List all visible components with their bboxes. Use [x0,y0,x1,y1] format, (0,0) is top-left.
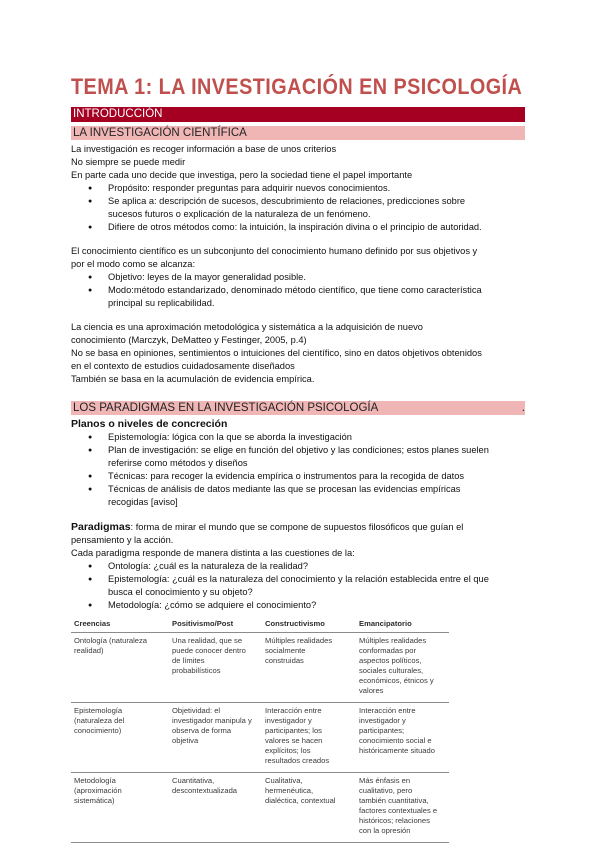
bullet-list [71,182,531,234]
text-line: En parte cada uno decide que investiga, pero la sociedad tiene el papel importante [71,170,413,180]
table-cell: Ontología (naturaleza realidad) [71,633,169,703]
page-title: TEMA 1: LA INVESTIGACIÓN EN PSICOLOGÍA [71,74,523,99]
text-line: También se basa en la acumulación de evidencia empírica. [71,374,315,384]
section-bar-investigacion-cientifica: LA INVESTIGACIÓN CIENTÍFICA [71,126,525,140]
list-item: ● Difiere de otros métodos como: la intuición, la inspiración divina o el principio de autoridad. [71,221,531,234]
table-header-row [71,617,449,633]
list-item: ● Metodología: ¿cómo se adquiere el conocimiento? [71,599,531,612]
table-cell: Objetividad: el investigador manipula y observa de forma objetiva [169,703,262,773]
list-item: ● Técnicas de análisis de datos mediante las que se procesan las evidencias empíricas recogidas [aviso] [71,483,531,509]
term-paradigmas: Paradigmas [71,521,131,533]
bullet-list [71,560,531,612]
table-row [71,773,449,843]
table-cell: Múltiples realidades socialmente construidas [262,633,356,703]
text-line: No se basa en opiniones, sentimientos o intuiciones del científico, sino en datos objetivos obtenidos [71,348,482,358]
list-item: ● Plan de investigación: se elige en función del objetivo y las condiciones; estos planes suelen referirse como métodos y diseños [71,444,531,470]
paradigms-table [71,617,449,843]
section-dot: . [521,402,525,414]
text-line: Cada paradigma responde de manera distinta a las cuestiones de la: [71,548,355,558]
table-cell: Una realidad, que se puede conocer dentro de límites probabilísticos [169,633,262,703]
text-line: pensamiento y la acción. [71,535,174,545]
paragraph-ciencia [71,321,531,386]
list-item: ● Epistemología: ¿cuál es la naturaleza del conocimiento y la relación establecida entre el que busca el conocimiento y su objeto? [71,573,531,599]
table-row [71,633,449,703]
table-cell: Metodología (aproximación sistemática) [71,773,169,843]
table-header: Emancipatorio [356,617,449,633]
table-cell: Cualitativa, hermenéutica, dialéctica, contextual [262,773,356,843]
table-cell: Interacción entre investigador y participantes; conocimiento social e históricamente situado [356,703,449,773]
table-header: Constructivismo [262,617,356,633]
list-item: ● Técnicas: para recoger la evidencia empírica o instrumentos para la recogida de datos [71,470,531,483]
section-bar-paradigmas [71,401,525,415]
definition: : forma de mirar el mundo que se compone de supuestos filosóficos que guían el [130,522,464,532]
paragraph-paradigmas [71,521,531,612]
table-cell: Más énfasis en cualitativo, pero también cuantitativa, factores contextuales e históricos; relaciones con la opresión [356,773,449,843]
list-item: ● Ontología: ¿cuál es la naturaleza de la realidad? [71,560,531,573]
table-header: Positivismo/Post [169,617,262,633]
paragraph-planos [71,418,531,509]
table-cell: Cuantitativa, descontextualizada [169,773,262,843]
subheading-planos: Planos o niveles de concreción [71,418,228,430]
bullet-list [71,431,531,509]
list-item: ● Epistemología: lógica con la que se aborda la investigación [71,431,531,444]
text-line: El conocimiento científico es un subconjunto del conocimiento humano definido por sus objetivos y [71,246,478,256]
section-title: LOS PARADIGMAS EN LA INVESTIGACIÓN PSICOLOGÍA [73,402,379,414]
text-line [71,521,531,534]
table-row [71,703,449,773]
text-line: en el contexto de estudios cuidadosamente diseñados [71,361,295,371]
table-cell: Epistemología (naturaleza del conocimiento) [71,703,169,773]
text-line: La investigación es recoger información a base de unos criterios [71,144,337,154]
list-item: ● Objetivo: leyes de la mayor generalidad posible. [71,271,531,284]
paragraph-conocimiento [71,245,531,310]
table-cell: Interacción entre investigador y participantes; los valores se hacen explícitos; los resultados creados [262,703,356,773]
section-bar-introduccion: INTRODUCCIÓN [71,107,525,122]
list-item: ● Modo:método estandarizado, denominado método científico, que tiene como característica principal su replicabilidad. [71,284,531,310]
list-item: ● Se aplica a: descripción de sucesos, descubrimiento de relaciones, predicciones sobre sucesos futuros o explicación de la naturaleza de un fenómeno. [71,195,531,221]
list-item: ● Propósito: responder preguntas para adquirir nuevos conocimientos. [71,182,531,195]
paragraph-investigacion [71,143,531,234]
table-cell: Múltiples realidades conformadas por aspectos políticos, sociales culturales, económicos, étnicos y valores [356,633,449,703]
text-line: La ciencia es una aproximación metodológica y sistemática a la adquisición de nuevo [71,322,423,332]
bullet-list [71,271,531,310]
table-header: Creencias [71,617,169,633]
text-line: por el modo como se alcanza: [71,259,196,269]
text-line: No siempre se puede medir [71,157,186,167]
text-line: conocimiento (Marczyk, DeMatteo y Festinger, 2005, p.4) [71,335,307,345]
